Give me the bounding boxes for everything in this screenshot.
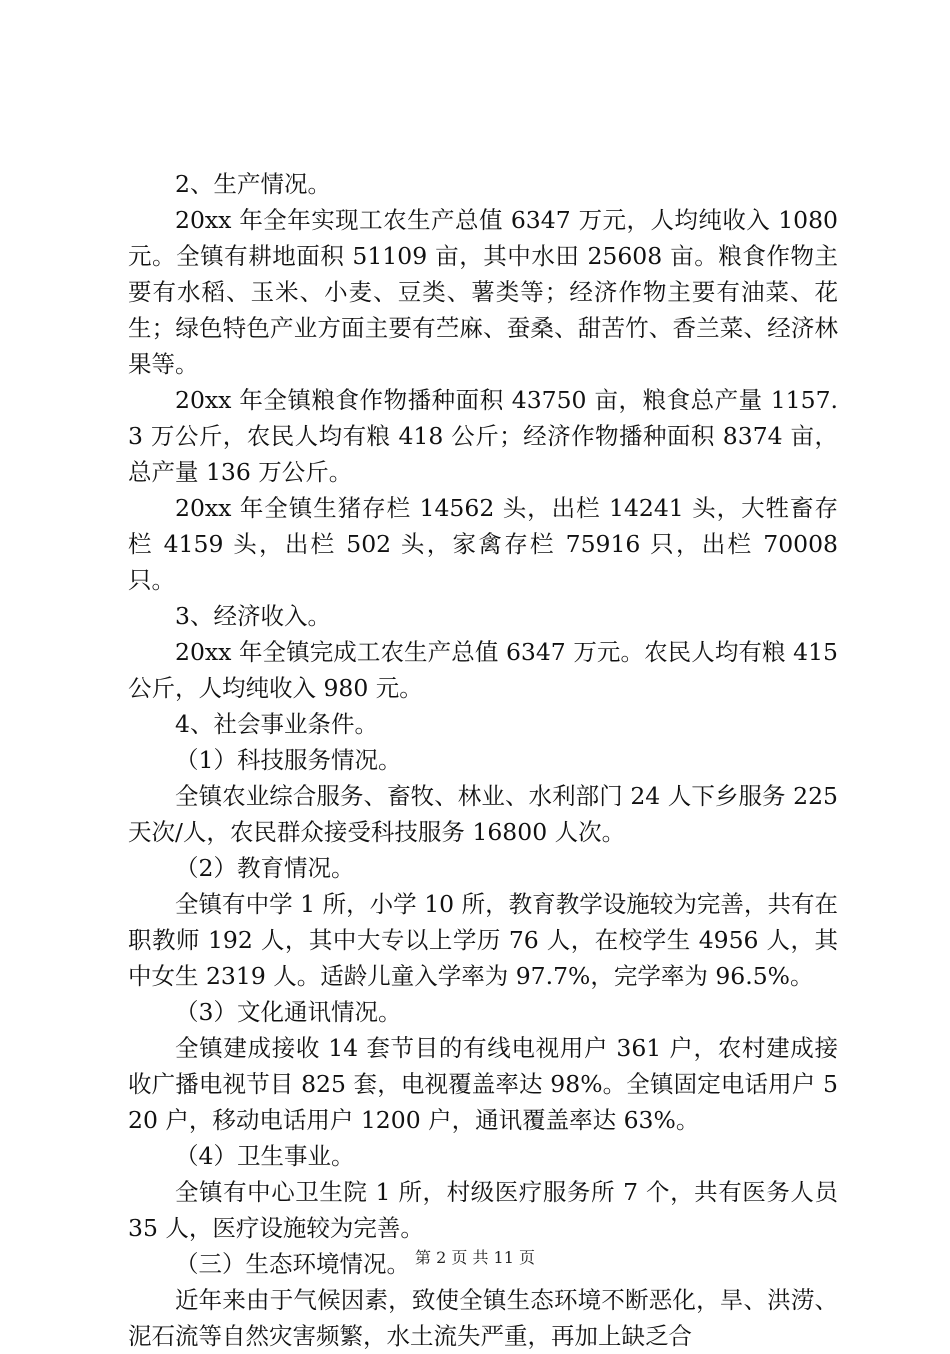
paragraph-education: 全镇有中学 1 所，小学 10 所，教育教学设施较为完善，共有在职教师 192 人，其中大专以上学历 76 人，在校学生 4956 人，其中女生 2319 人。适龄儿童入学率为 97.7%，完学率为 96.5%。 xyxy=(128,890,838,990)
section-heading-social: 4、社会事业条件。 xyxy=(175,710,378,738)
paragraph-grain-production: 20xx 年全镇粮食作物播种面积 43750 亩，粮食总产量 1157.3 万公斤，农民人均有粮 418 公斤；经济作物播种面积 8374 亩，总产量 136 万公斤。 xyxy=(128,386,838,486)
subheading-tech-service: （1）科技服务情况。 xyxy=(175,746,402,774)
paragraph-income: 20xx 年全镇完成工农生产总值 6347 万元。农民人均有粮 415 公斤，人均纯收入 980 元。 xyxy=(128,638,838,702)
paragraph-ecology: 近年来由于气候因素，致使全镇生态环境不断恶化，旱、洪涝、泥石流等自然灾害频繁，水土流失严重，再加上缺乏合 xyxy=(128,1286,838,1350)
subheading-health: （4）卫生事业。 xyxy=(175,1142,355,1170)
section-heading-income: 3、经济收入。 xyxy=(175,602,331,630)
paragraph-tech-service: 全镇农业综合服务、畜牧、林业、水利部门 24 人下乡服务 225 天次/人，农民群众接受科技服务 16800 人次。 xyxy=(128,782,838,846)
subheading-ecology: （三）生态环境情况。 xyxy=(175,1250,410,1278)
subheading-culture-comm: （3）文化通讯情况。 xyxy=(175,998,402,1026)
document-body xyxy=(128,166,838,1354)
paragraph-culture-comm: 全镇建成接收 14 套节目的有线电视用户 361 户，农村建成接收广播电视节目 825 套，电视覆盖率达 98%。全镇固定电话用户 520 户，移动电话用户 1200 户，通讯覆盖率达 63%。 xyxy=(128,1034,838,1134)
subheading-education: （2）教育情况。 xyxy=(175,854,355,882)
page-footer: 第 2 页 共 11 页 xyxy=(415,1248,535,1267)
paragraph-production-overview: 20xx 年全年实现工农生产总值 6347 万元，人均纯收入 1080 元。全镇有耕地面积 51109 亩，其中水田 25608 亩。粮食作物主要有水稻、玉米、小麦、豆类、薯类等；经济作物主要有油菜、花生；绿色特色产业方面主要有苎麻、蚕桑、甜苦竹、香兰菜、经济林果等。 xyxy=(128,206,838,378)
paragraph-livestock: 20xx 年全镇生猪存栏 14562 头，出栏 14241 头，大牲畜存栏 4159 头，出栏 502 头，家禽存栏 75916 只，出栏 70008 只。 xyxy=(128,494,838,594)
paragraph-health: 全镇有中心卫生院 1 所，村级医疗服务所 7 个，共有医务人员 35 人，医疗设施较为完善。 xyxy=(128,1178,838,1242)
section-heading-production: 2、生产情况。 xyxy=(175,170,331,198)
